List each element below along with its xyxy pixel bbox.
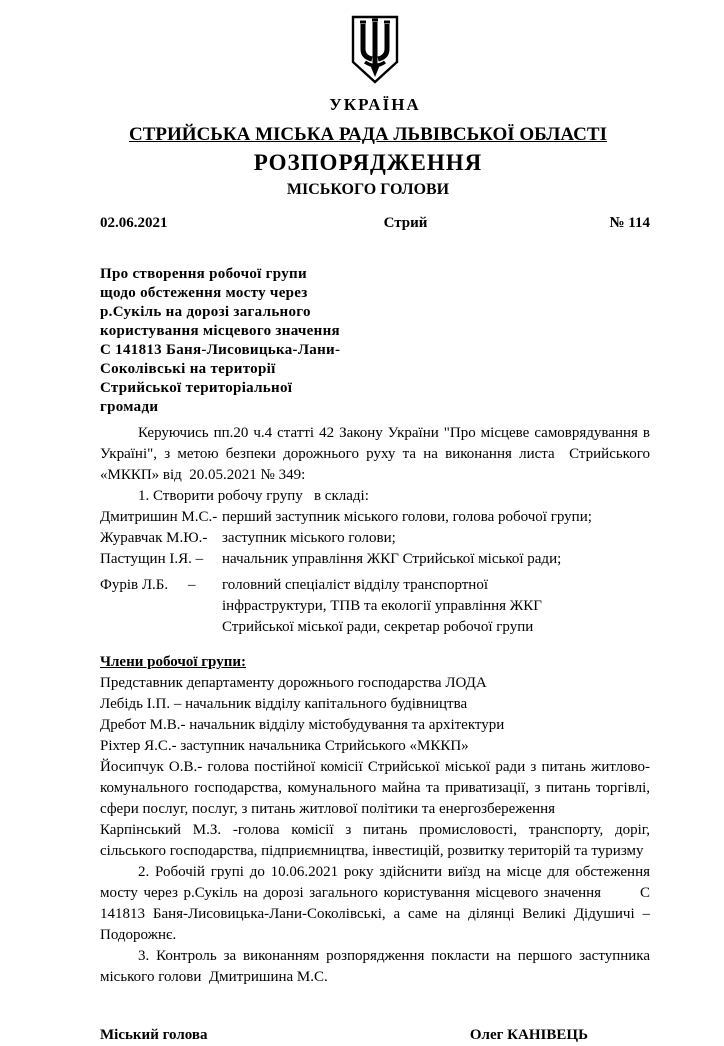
subject-block [100,265,650,417]
member-row [100,528,650,549]
subject-line: щодо обстеження мосту через [100,285,308,301]
member-role: начальник управління ЖКГ Стрийської міської ради; [222,551,562,567]
member-role: головний спеціаліст відділу транспортної інфраструктури, ТПВ та екології управління ЖКГ Стрийської міської ради, секретар робочої групи [222,577,542,635]
item-3: 3. Контроль за виконанням розпорядження покласти на першого заступника міського голови Дмитришина М.С. [100,948,654,985]
subject-line: громади [100,399,159,415]
doc-number: № 114 [609,215,650,231]
members-list-item: Лебідь І.П. – начальник відділу капітального будівництва [100,696,468,712]
subject-line: С 141813 Баня-Лисовицька-Лани- [100,342,341,358]
country-label: УКРАЇНА [329,95,421,114]
signature-position: Міський голова [100,1027,208,1043]
members-list-item: Представник департаменту дорожнього господарства ЛОДА [100,675,487,691]
intro-paragraph: Керуючись пп.20 ч.4 статті 42 Закону України "Про місцеве самоврядування в Україні", з метою безпеки дорожнього руху та на виконання листа Стрийського «МККП» від 20.05.2021 № 349: [100,425,654,483]
members-list-item: Йосипчук О.В.- голова постійної комісії Стрийської міської ради з питань житлово-комунального господарства, комунального майна та приватизації, з питань торгівлі, сфери послуг, послуг, з питань житлової політики та енергозбереження [100,759,650,817]
signature-row [100,1025,650,1046]
member-name: Журавчак М.Ю.- [100,530,208,546]
members-list-item: Дребот М.В.- начальник відділу містобудування та архітектури [100,717,505,733]
doc-subtype-title: МІСЬКОГО ГОЛОВИ [286,181,450,198]
members-list-item: Карпінський М.З. -голова комісії з питань промисловості, транспорту, доріг, сільського господарства, підприємництва, інвестицій, розвитку територій та туризму [100,822,650,859]
member-role: заступник міського голови; [222,530,396,546]
subject-line: Про створення робочої групи [100,266,307,282]
doc-date: 02.06.2021 [100,215,168,231]
member-name: Пастущин І.Я. – [100,551,204,567]
item-1: 1. Створити робочу групу в складі: [138,488,369,504]
doc-city: Стрий [383,215,428,231]
member-name: Фурів Л.Б. [100,577,169,593]
subject-line: Соколівські на території [100,361,276,377]
ukraine-coat-of-arms [100,16,650,91]
member-role: перший заступник міського голови, голова робочої групи; [222,509,592,525]
doc-type-title: РОЗПОРЯДЖЕННЯ [253,150,483,175]
subject-line: Стрийської територіальної [100,380,293,396]
item-2: 2. Робочій групі до 10.06.2021 року здійснити виїзд на місце для обстеження мосту через р.Сукіль на дорозі загального користування місцевого значення С 141813 Баня-Лисовицька-Лани-Соколівські, а саме на ділянці Великі Дідушичі –Подорожнє. [100,864,654,943]
member-row [100,507,650,528]
member-dash: – [188,577,196,593]
org-name: СТРИЙСЬКА МІСЬКА РАДА ЛЬВІВСЬКОЇ ОБЛАСТІ [129,124,607,145]
signature-name: Олег КАНІВЕЦЬ [469,1027,588,1043]
member-row [100,575,650,638]
subject-line: р.Сукіль на дорозі загального [100,304,311,320]
members-heading: Члени робочої групи: [100,654,246,670]
members-list-item: Ріхтер Я.С.- заступник начальника Стрийського «МККП» [100,738,469,754]
working-group-members [100,507,650,638]
member-row [100,549,650,570]
member-name: Дмитришин М.С.- [100,509,218,525]
members-list [100,673,650,862]
subject-line: користування місцевого значення [100,323,340,339]
date-row [100,213,650,234]
trident-icon [349,16,401,84]
